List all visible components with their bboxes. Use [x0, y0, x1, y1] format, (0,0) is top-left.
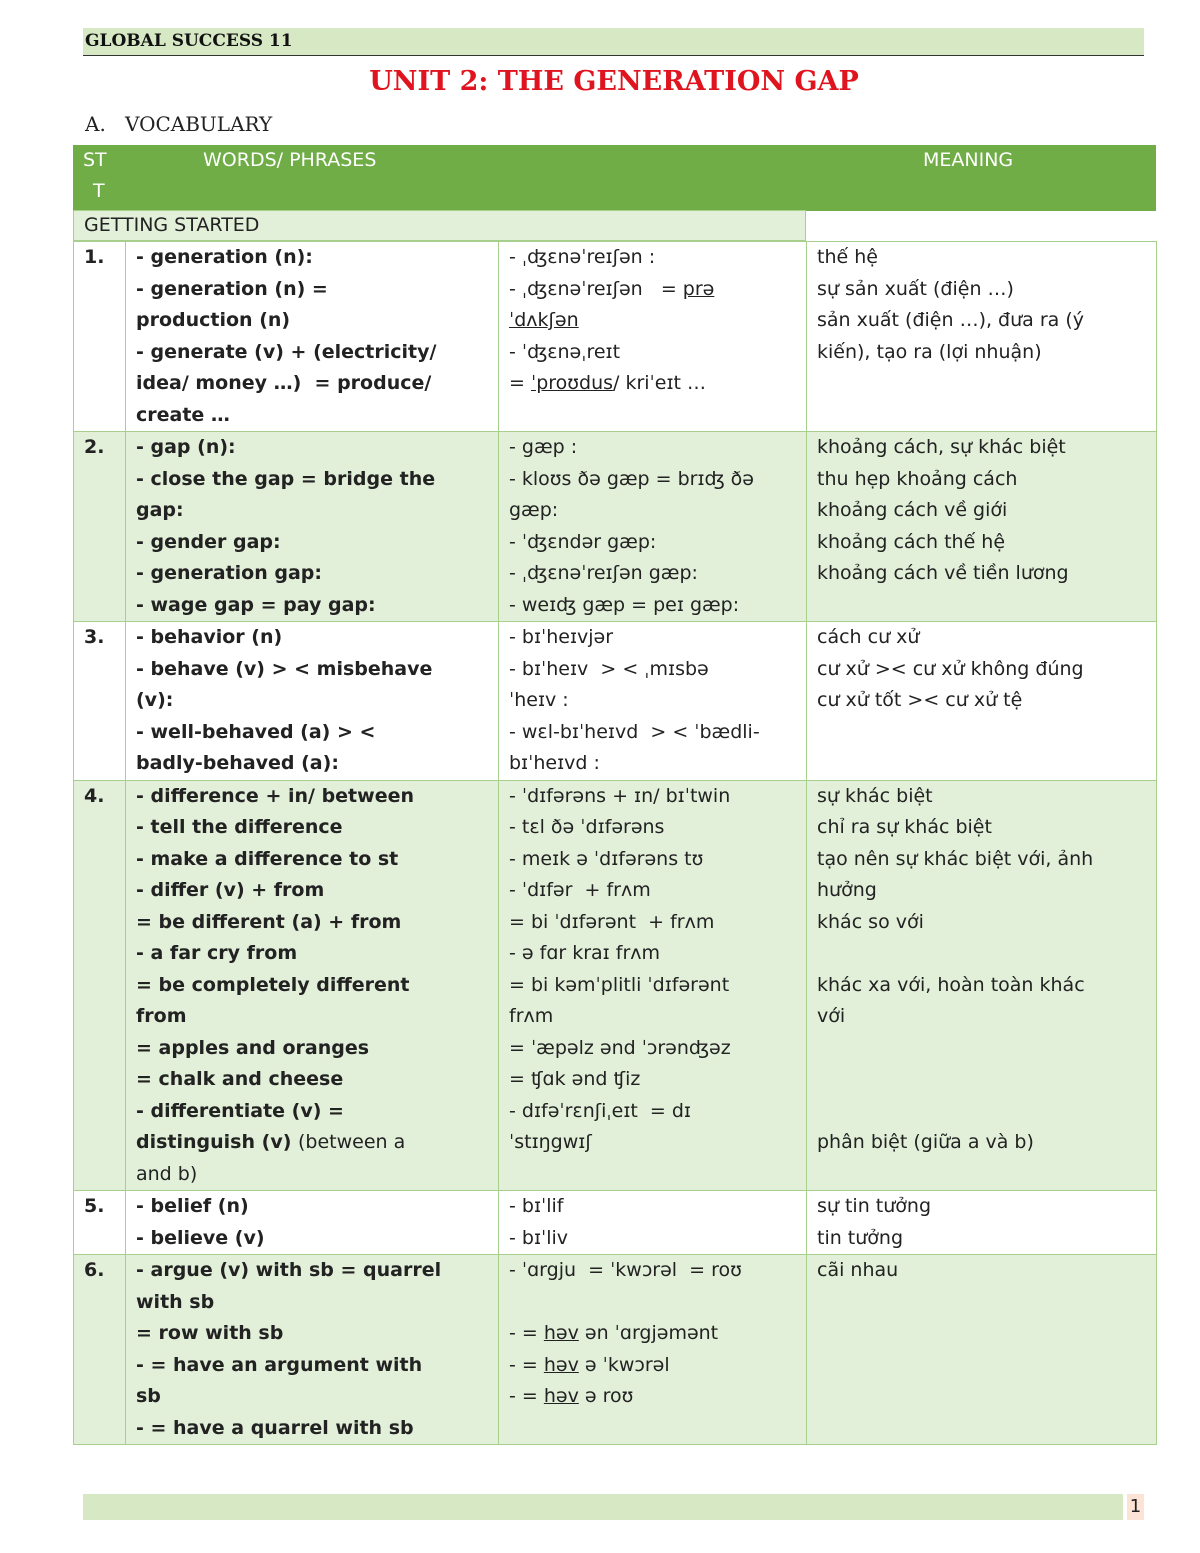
ipa-cell: [499, 1191, 807, 1255]
table-row: [74, 780, 1157, 1191]
ipa-cell: [499, 432, 807, 622]
meaning-line: [817, 1096, 1146, 1128]
words-line: distinguish (v) (between a: [136, 1131, 406, 1153]
meaning-line: tin tưởng: [817, 1226, 904, 1249]
ipa-line: - = həv ə roʊ: [509, 1385, 634, 1407]
column-header-stt-line2: T: [93, 180, 105, 202]
ipa-line: - tɛl ðə ˈdɪfərəns: [509, 816, 665, 838]
ipa-line: = ʧɑk ənd ʧiz: [509, 1068, 641, 1090]
meaning-cell: [807, 1255, 1157, 1445]
header-bar: [83, 28, 1144, 56]
words-cell: [126, 432, 499, 622]
ipa-line: - meɪk ə ˈdɪfərəns tʊ: [509, 847, 704, 870]
words-line: - differ (v) + from: [136, 879, 325, 901]
words-line: - generate (v) + (electricity/: [136, 340, 437, 363]
ipa-cell: [499, 780, 807, 1191]
page-title: UNIT 2: THE GENERATION GAP: [369, 66, 859, 97]
words-line: - a far cry from: [136, 942, 298, 964]
words-line: (v):: [136, 689, 174, 711]
words-line: - belief (n): [136, 1195, 249, 1217]
words-line: = apples and oranges: [136, 1036, 370, 1059]
ipa-line: [509, 1287, 796, 1319]
words-line: - gap (n):: [136, 436, 236, 458]
section-heading: [85, 112, 272, 136]
table-row: [74, 622, 1157, 781]
table-row: [74, 1255, 1157, 1445]
row-number: 6.: [74, 1255, 126, 1445]
words-line: badly-behaved (a):: [136, 752, 339, 774]
ipa-line: bɪˈheɪvd :: [509, 752, 600, 774]
meaning-line: thế hệ: [817, 246, 878, 268]
words-line: - = have an argument with: [136, 1353, 423, 1376]
words-line: production (n): [136, 309, 291, 331]
meaning-line: kiến), tạo ra (lợi nhuận): [817, 340, 1042, 363]
words-line: with sb: [136, 1290, 215, 1313]
ipa-line: - ˈɑrgju = ˈkwɔrəl = roʊ: [509, 1259, 742, 1281]
ipa-line: - gæp :: [509, 436, 578, 458]
ipa-line: = bi ˈdɪfərənt + frʌm: [509, 910, 715, 933]
words-line: - tell the difference: [136, 816, 343, 838]
column-header-words: WORDS/ PHRASES: [203, 149, 377, 171]
words-line: - generation gap:: [136, 562, 323, 584]
meaning-line: khoảng cách về tiền lương: [817, 562, 1069, 584]
ipa-cell: [499, 1255, 807, 1445]
column-header-meaning: MEANING: [923, 149, 1014, 171]
ipa-line: - ˌʤɛnəˈreɪʃən gæp:: [509, 562, 698, 584]
ipa-line: ˈdʌkʃən: [509, 309, 579, 331]
words-line: - behave (v) > < misbehave: [136, 657, 433, 680]
page-number: 1: [1127, 1494, 1144, 1520]
words-line: = chalk and cheese: [136, 1068, 344, 1090]
ipa-line: gæp:: [509, 499, 559, 521]
meaning-line: khoảng cách về giới: [817, 499, 1008, 521]
meaning-line: [817, 938, 1146, 970]
meaning-line: hưởng: [817, 879, 877, 901]
words-line: sb: [136, 1385, 161, 1407]
meaning-line: cư xử >< cư xử không đúng: [817, 657, 1084, 680]
words-line: - generation (n) =: [136, 277, 328, 300]
section-number: A.: [85, 112, 106, 136]
meaning-line: sự khác biệt: [817, 784, 933, 807]
meaning-line: thu hẹp khoảng cách: [817, 467, 1018, 490]
ipa-line: - wɛl-bɪˈheɪvd > < ˈbædli-: [509, 720, 760, 743]
ipa-line: - bɪˈlif: [509, 1195, 564, 1217]
meaning-line: sản xuất (điện …), đưa ra (ý: [817, 309, 1084, 331]
meaning-line: khác so với: [817, 910, 924, 933]
words-line: = row with sb: [136, 1322, 284, 1344]
ipa-line: - ˌʤɛnəˈreɪʃən :: [509, 246, 656, 268]
meaning-cell: [807, 242, 1157, 432]
words-line: - behavior (n): [136, 626, 283, 648]
meaning-line: phân biệt (giữa a và b): [817, 1131, 1034, 1153]
words-line: - generation (n):: [136, 246, 313, 268]
group-label: GETTING STARTED: [84, 214, 260, 236]
words-cell: [126, 1255, 499, 1445]
words-cell: [126, 780, 499, 1191]
words-line: and b): [136, 1162, 198, 1185]
meaning-line: sự tin tưởng: [817, 1195, 932, 1217]
words-line: - differentiate (v) =: [136, 1099, 344, 1122]
ipa-line: - = həv ən ˈɑrgjəmənt: [509, 1322, 719, 1344]
ipa-line: frʌm: [509, 1005, 554, 1027]
words-line: - argue (v) with sb = quarrel: [136, 1259, 442, 1281]
words-line: = be completely different: [136, 973, 410, 996]
meaning-line: cư xử tốt >< cư xử tệ: [817, 689, 1023, 711]
meaning-line: [817, 1064, 1146, 1096]
ipa-line: = bi kəmˈplitli ˈdɪfərənt: [509, 973, 730, 996]
words-line: - close the gap = bridge the: [136, 467, 436, 490]
header-text: GLOBAL SUCCESS 11: [85, 31, 293, 51]
meaning-line: khoảng cách, sự khác biệt: [817, 436, 1066, 458]
table-row: [74, 432, 1157, 622]
ipa-line: = ˈproʊdus/ kriˈeɪt …: [509, 372, 707, 394]
words-cell: [126, 622, 499, 781]
meaning-line: [817, 1033, 1146, 1065]
ipa-line: - dɪfəˈrɛnʃiˌeɪt = dɪ: [509, 1099, 691, 1122]
group-row-getting-started: [73, 210, 806, 241]
ipa-line: ˈheɪv :: [509, 689, 569, 711]
words-line: create …: [136, 403, 230, 426]
footer-bar: [83, 1494, 1123, 1520]
ipa-line: - ˌʤɛnəˈreɪʃən = prə: [509, 277, 715, 300]
words-line: - wage gap = pay gap:: [136, 593, 376, 616]
ipa-line: - = həv ə ˈkwɔrəl: [509, 1353, 670, 1376]
ipa-line: - weɪʤ gæp = peɪ gæp:: [509, 593, 740, 616]
meaning-cell: [807, 432, 1157, 622]
ipa-line: - bɪˈliv: [509, 1226, 569, 1249]
words-line: gap:: [136, 499, 184, 521]
meaning-line: sự sản xuất (điện …): [817, 277, 1014, 300]
words-line: from: [136, 1005, 187, 1027]
meaning-line: với: [817, 1005, 846, 1027]
meaning-line: khoảng cách thế hệ: [817, 530, 1006, 553]
words-line: - gender gap:: [136, 530, 281, 553]
ipa-line: - kloʊs ðə gæp = brɪʤ ðə: [509, 467, 754, 490]
column-header-stt-line1: ST: [83, 149, 107, 171]
table-row: [74, 242, 1157, 432]
ipa-line: = ˈæpəlz ənd ˈɔrənʤəz: [509, 1036, 731, 1059]
words-cell: [126, 1191, 499, 1255]
meaning-cell: [807, 780, 1157, 1191]
ipa-line: - bɪˈheɪv > < ˌmɪsbə: [509, 657, 709, 680]
words-line: - believe (v): [136, 1226, 265, 1249]
ipa-line: - ˈʤɛndər gæp:: [509, 530, 657, 553]
ipa-line: - ˈʤɛnəˌreɪt: [509, 340, 621, 363]
meaning-cell: [807, 622, 1157, 781]
ipa-line: - ˈdɪfər + frʌm: [509, 879, 651, 901]
ipa-line: - bɪˈheɪvjər: [509, 626, 614, 648]
ipa-line: - ˈdɪfərəns + ɪn/ bɪˈtwin: [509, 784, 731, 807]
vocabulary-table: [73, 241, 1157, 1445]
meaning-line: khác xa với, hoàn toàn khác: [817, 973, 1085, 996]
meaning-line: cách cư xử: [817, 626, 920, 648]
row-number: 3.: [74, 622, 126, 781]
row-number: 5.: [74, 1191, 126, 1255]
words-line: idea/ money …) = produce/: [136, 372, 432, 394]
words-line: = be different (a) + from: [136, 910, 402, 933]
words-line: - well-behaved (a) > <: [136, 720, 376, 743]
section-label: VOCABULARY: [125, 112, 273, 136]
table-header: [73, 145, 1156, 211]
ipa-line: - ə fɑr kraɪ frʌm: [509, 942, 661, 964]
row-number: 2.: [74, 432, 126, 622]
meaning-line: chỉ ra sự khác biệt: [817, 816, 992, 838]
words-line: - make a difference to st: [136, 847, 399, 870]
ipa-line: ˈstɪŋgwɪʃ: [509, 1131, 592, 1153]
ipa-cell: [499, 242, 807, 432]
words-line: - = have a quarrel with sb: [136, 1416, 414, 1439]
ipa-cell: [499, 622, 807, 781]
row-number: 4.: [74, 780, 126, 1191]
table-row: [74, 1191, 1157, 1255]
words-line: - difference + in/ between: [136, 784, 414, 807]
words-cell: [126, 242, 499, 432]
row-number: 1.: [74, 242, 126, 432]
meaning-cell: [807, 1191, 1157, 1255]
meaning-line: tạo nên sự khác biệt với, ảnh: [817, 847, 1094, 870]
meaning-line: cãi nhau: [817, 1259, 899, 1281]
